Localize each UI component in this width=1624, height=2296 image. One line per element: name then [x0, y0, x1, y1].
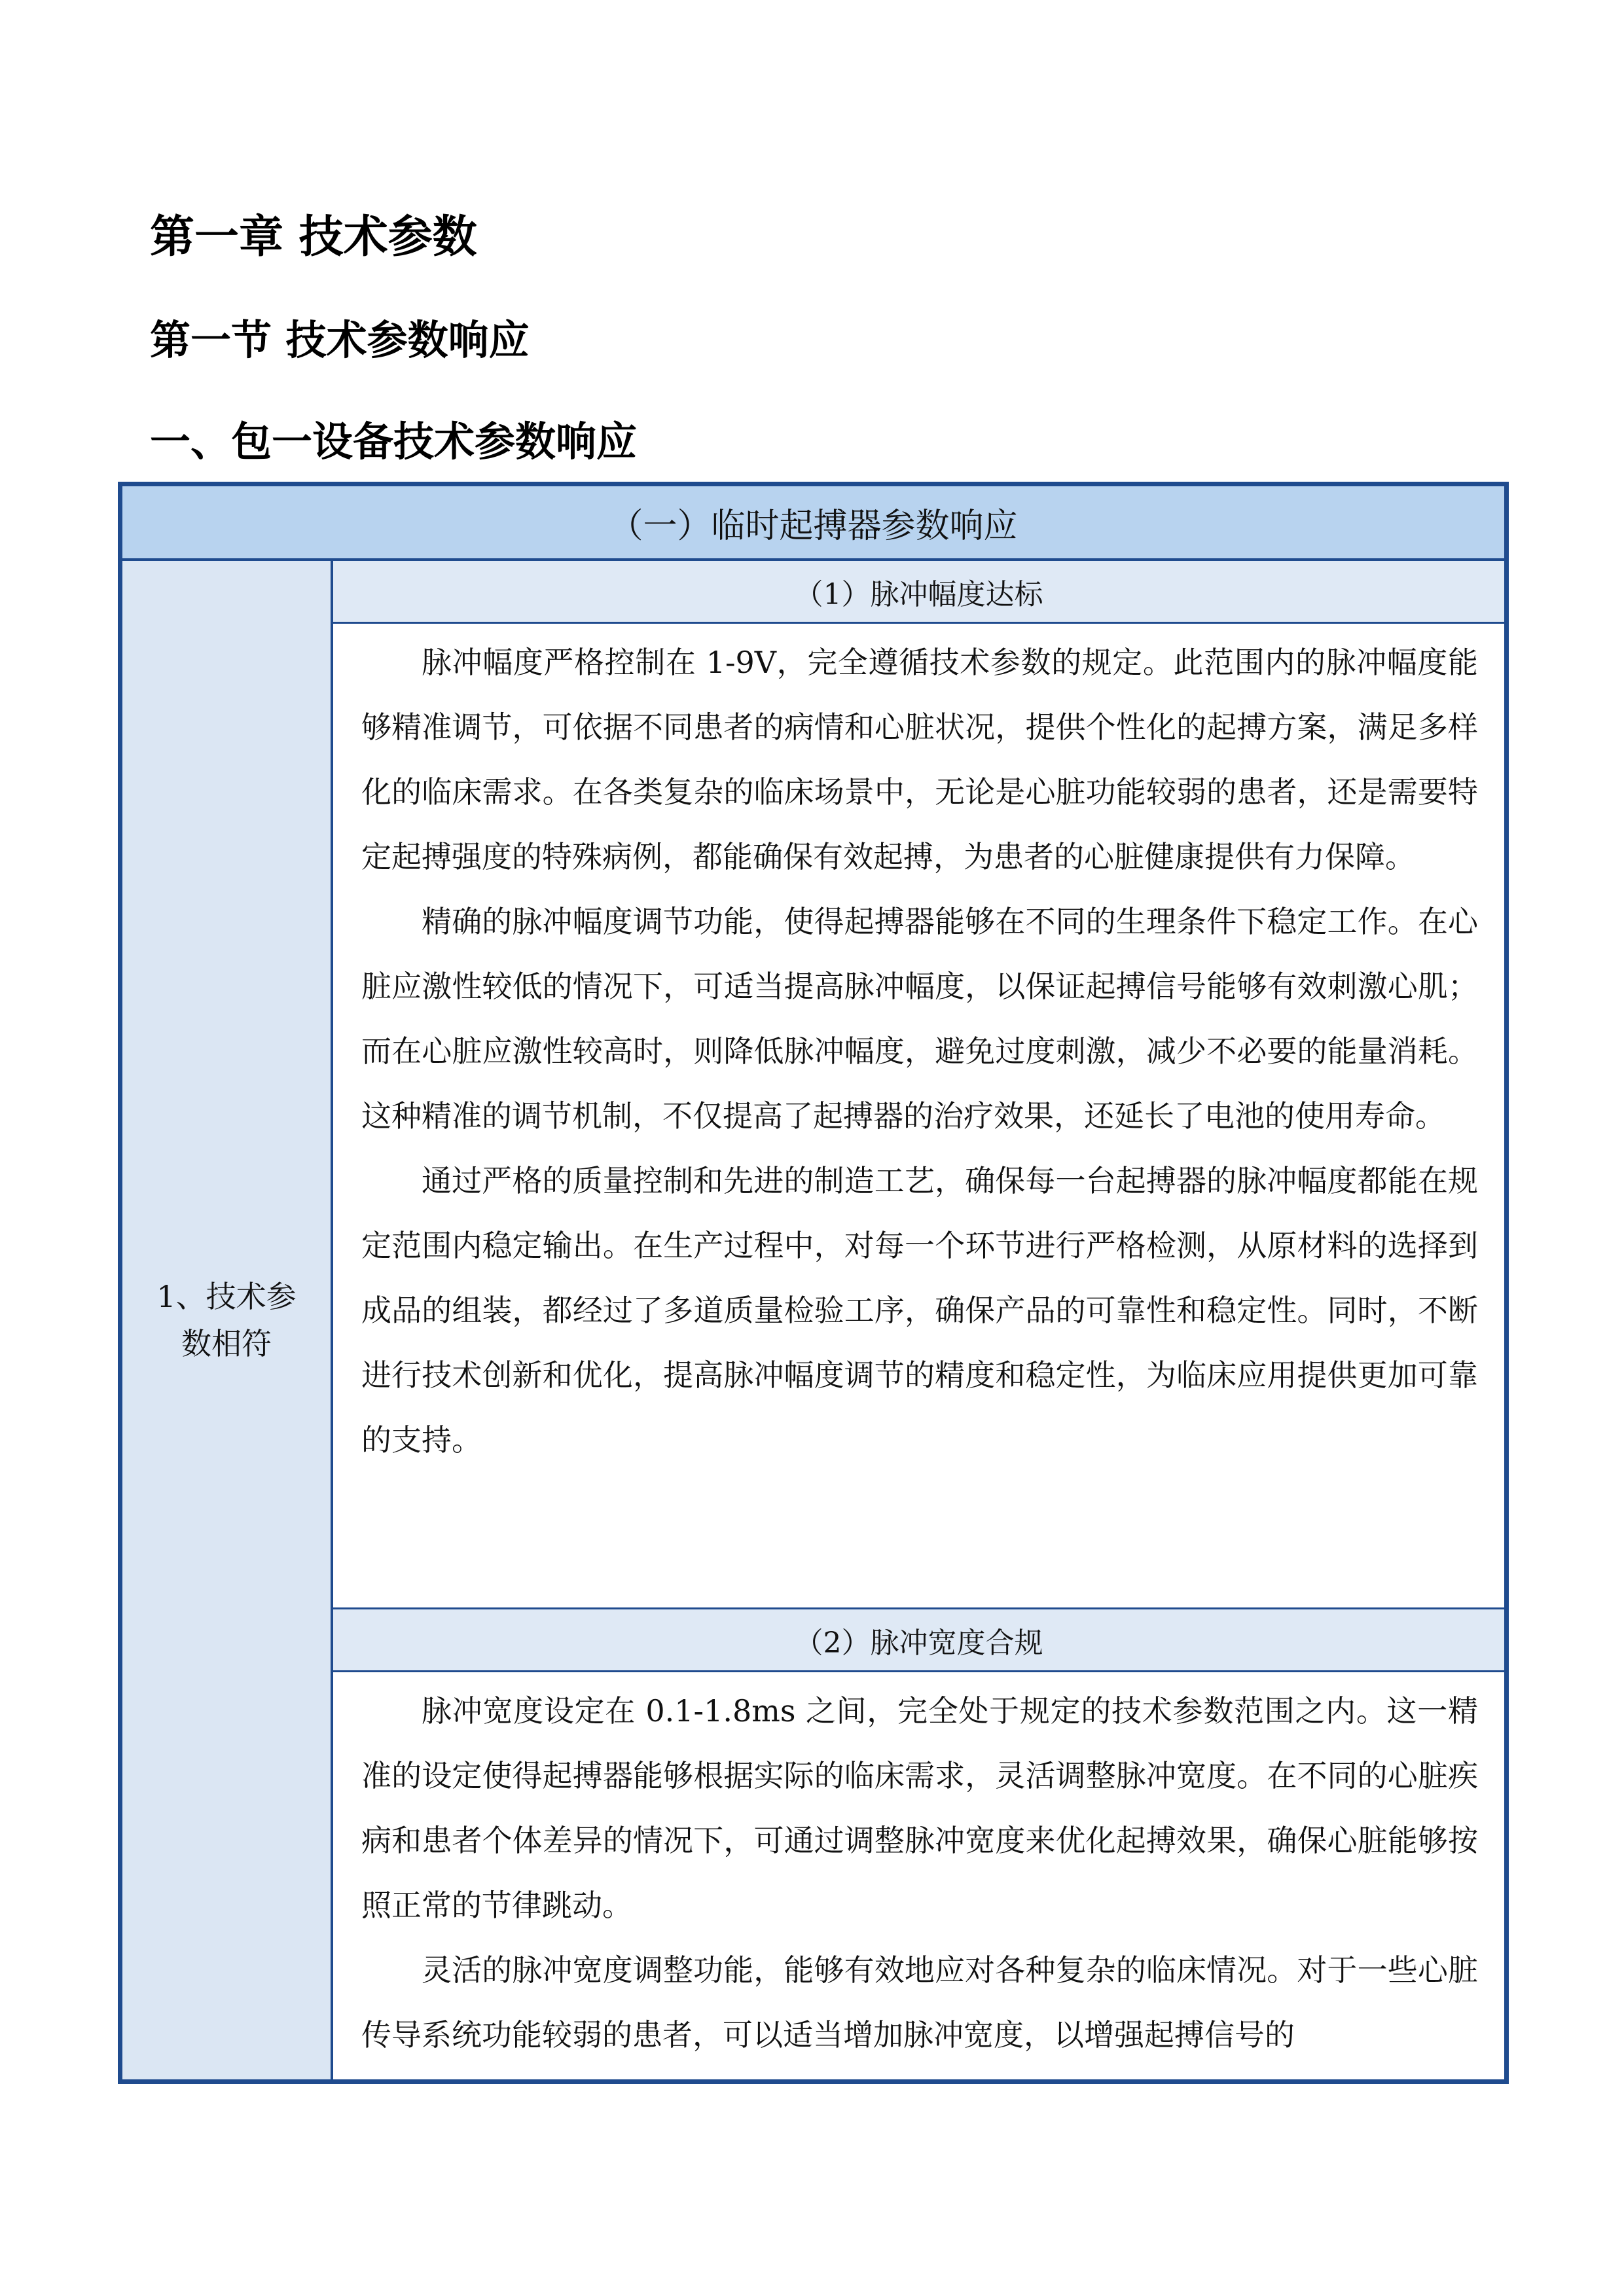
paragraph: 精确的脉冲幅度调节功能，使得起搏器能够在不同的生理条件下稳定工作。在心脏应激性较低的情况下，可适当提高脉冲幅度，以保证起搏信号能够有效刺激心肌；而在心脏应激性较高时，则降低脉冲幅度，避免过度刺激，减少不必要的能量消耗。这种精准的调节机制，不仅提高了起搏器的治疗效果，还延长了电池的使用寿命。 — [361, 904, 1478, 1134]
parameter-response-table — [118, 482, 1509, 2084]
block-content-pulse-width — [333, 1672, 1504, 2079]
section-title: 第一节 技术参数响应 — [150, 316, 530, 364]
subsection-title: 一、包一设备技术参数响应 — [150, 418, 638, 465]
block-content-pulse-amplitude — [333, 624, 1504, 1607]
left-label-cell — [122, 561, 333, 2079]
paragraph: 脉冲宽度设定在 0.1-1.8ms 之间，完全处于规定的技术参数范围之内。这一精准的设定使得起搏器能够根据实际的临床需求，灵活调整脉冲宽度。在不同的心脏疾病和患者个体差异的情况下，可通过调整脉冲宽度来优化起搏效果，确保心脏能够按照正常的节律跳动。 — [361, 1693, 1478, 1923]
chapter-title: 第一章 技术参数 — [150, 211, 477, 263]
paragraph: 灵活的脉冲宽度调整功能，能够有效地应对各种复杂的临床情况。对于一些心脏传导系统功能较弱的患者，可以适当增加脉冲宽度，以增强起搏信号的 — [361, 1952, 1478, 2053]
block-heading-pulse-amplitude: （1）脉冲幅度达标 — [333, 561, 1504, 624]
table-title: （一）临时起搏器参数响应 — [122, 486, 1504, 561]
left-label: 1、技术参数相符 — [156, 1279, 297, 1361]
block-heading-pulse-width: （2）脉冲宽度合规 — [333, 1607, 1504, 1672]
paragraph: 脉冲幅度严格控制在 1-9V，完全遵循技术参数的规定。此范围内的脉冲幅度能够精准调节，可依据不同患者的病情和心脏状况，提供个性化的起搏方案，满足多样化的临床需求。在各类复杂的临床场景中，无论是心脏功能较弱的患者，还是需要特定起搏强度的特殊病例，都能确保有效起搏，为患者的心脏健康提供有力保障。 — [361, 645, 1478, 874]
paragraph: 通过严格的质量控制和先进的制造工艺，确保每一台起搏器的脉冲幅度都能在规定范围内稳定输出。在生产过程中，对每一个环节进行严格检测，从原材料的选择到成品的组装，都经过了多道质量检验工序，确保产品的可靠性和稳定性。同时，不断进行技术创新和优化，提高脉冲幅度调节的精度和稳定性，为临床应用提供更加可靠的支持。 — [361, 1163, 1478, 1458]
